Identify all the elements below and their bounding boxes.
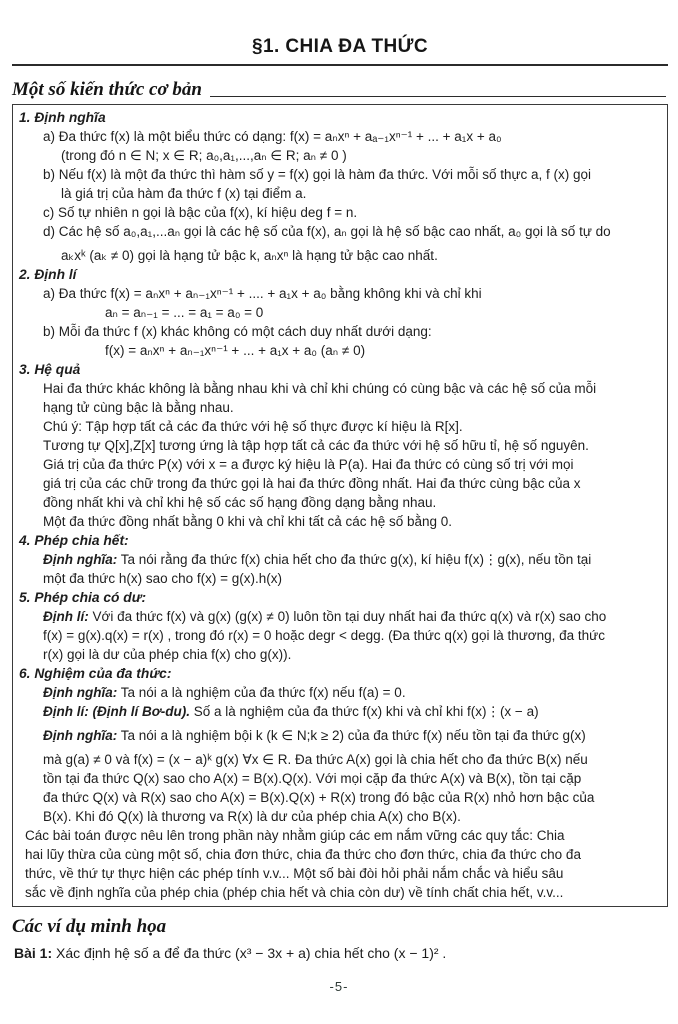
line-text: Ta nói a là nghiệm bội k (k ∈ N;k ≥ 2) của đa thức f(x) nếu tồn tại đa thức g(x) xyxy=(117,728,586,743)
line-text: (trong đó n ∈ N; x ∈ R; a₀,a₁,...,aₙ ∈ R; aₙ ≠ 0 ) xyxy=(61,148,347,163)
text-line xyxy=(17,436,661,455)
line-text: giá trị của các chữ trong đa thức gọi là hai đa thức đồng nhất. Hai đa thức cùng bậc của x xyxy=(43,476,581,491)
line-text: b) Nếu f(x) là một đa thức thì hàm số y = f(x) gọi là hàm đa thức. Với mỗi số thực a, f (x) gọi xyxy=(43,167,592,182)
line-text: thức, về thứ tự thực hiện các phép tính v.v... Một số bài đòi hỏi phải nắm chắc và hiểu sâu xyxy=(25,866,564,881)
text-line xyxy=(17,203,661,222)
line-text: một đa thức h(x) sao cho f(x) = g(x).h(x) xyxy=(43,571,282,586)
text-line xyxy=(17,726,661,745)
basics-heading: Một số kiến thức cơ bản xyxy=(12,79,202,100)
text-line xyxy=(17,826,661,845)
text-line xyxy=(17,702,661,721)
page-title: §1. CHIA ĐA THỨC xyxy=(252,36,428,57)
line-text: đa thức Q(x) và R(x) sao cho A(x) = B(x).Q(x) + R(x) trong đó bậc của R(x) nhỏ hơn bậc của xyxy=(43,790,595,805)
line-text: Giá trị của đa thức P(x) với x = a được ký hiệu là P(a). Hai đa thức có cùng số trị với mọi xyxy=(43,457,574,472)
line-text: d) Các hệ số a₀,a₁,...aₙ gọi là các hệ số của f(x), aₙ gọi là hệ số bậc cao nhất, a₀ gọi là số tự do xyxy=(43,224,611,239)
text-line xyxy=(17,750,661,769)
text-line xyxy=(17,417,661,436)
line-text: Chú ý: Tập hợp tất cả các đa thức với hệ số thực được kí hiệu là R[x]. xyxy=(43,419,463,434)
page-number: -5- xyxy=(329,979,349,994)
text-line xyxy=(17,284,661,303)
basics-heading-underline xyxy=(210,96,666,97)
text-line xyxy=(17,474,661,493)
line-text: r(x) gọi là dư của phép chia f(x) cho g(x)). xyxy=(43,647,292,662)
text-line xyxy=(17,769,661,788)
line-label: Định lí: (Định lí Bơ-du). xyxy=(43,704,191,719)
line-text: Hai đa thức khác không là bằng nhau khi và chỉ khi chúng có cùng bậc và các hệ số của mỗi xyxy=(43,381,597,396)
line-label: Định lí: xyxy=(43,609,89,624)
line-text: Một đa thức đồng nhất bằng 0 khi và chỉ khi tất cả các hệ số bằng 0. xyxy=(43,514,453,529)
examples-heading-row xyxy=(12,916,668,938)
title-rule xyxy=(12,64,668,66)
line-text: f(x) = aₙxⁿ + aₙ₋₁xⁿ⁻¹ + ... + a₁x + a₀ (aₙ ≠ 0) xyxy=(105,343,366,358)
line-text: Ta nói rằng đa thức f(x) chia hết cho đa thức g(x), kí hiệu f(x)⋮g(x), nếu tồn tại xyxy=(117,552,592,567)
text-line xyxy=(17,341,661,360)
text-line xyxy=(17,303,661,322)
line-text: aₙ = aₙ₋₁ = ... = a₁ = a₀ = 0 xyxy=(105,305,264,320)
section-header: 1. Định nghĩa xyxy=(19,110,106,125)
line-label: Định nghĩa: xyxy=(43,552,118,567)
line-text: sắc về định nghĩa của phép chia (phép chia hết và chia còn dư) về tính chất chia hết, v.v... xyxy=(25,885,564,900)
line-text: tồn tại đa thức Q(x) sao cho A(x) = B(x).Q(x). Với mọi cặp đa thức A(x) và B(x), tồn tại cặp xyxy=(43,771,582,786)
line-text: hạng tử cùng bậc là bằng nhau. xyxy=(43,400,234,415)
text-line xyxy=(17,607,661,626)
section-header: 3. Hệ quả xyxy=(19,362,81,377)
line-text: Các bài toán được nêu lên trong phần này nhằm giúp các em nắm vững các quy tắc: Chia xyxy=(25,828,565,843)
line-text: Số a là nghiệm của đa thức f(x) khi và chỉ khi f(x)⋮(x − a) xyxy=(190,704,539,719)
section-header: 5. Phép chia có dư: xyxy=(19,590,147,605)
line-label: Định nghĩa: xyxy=(43,685,118,700)
text-line xyxy=(17,493,661,512)
text-line xyxy=(17,146,661,165)
line-text: là giá trị của hàm đa thức f (x) tại điểm a. xyxy=(61,186,307,201)
section-header: 6. Nghiệm của đa thức: xyxy=(19,666,172,681)
text-line xyxy=(17,788,661,807)
section-header: 2. Định lí xyxy=(19,267,77,282)
line-text: mà g(a) ≠ 0 và f(x) = (x − a)ᵏ g(x) ∀x ∈ R. Đa thức A(x) gọi là chia hết cho đa thức B(x) nếu xyxy=(43,752,588,767)
text-line xyxy=(17,645,661,664)
text-line xyxy=(17,379,661,398)
text-line xyxy=(17,322,661,341)
line-text: đồng nhất khi và chỉ khi hệ số các số hạng đồng dạng bằng nhau. xyxy=(43,495,437,510)
text-line xyxy=(17,683,661,702)
text-line xyxy=(17,550,661,569)
line-text: Ta nói a là nghiệm của đa thức f(x) nếu f(a) = 0. xyxy=(117,685,406,700)
text-line xyxy=(17,165,661,184)
text-line xyxy=(17,807,661,826)
text-line xyxy=(17,569,661,588)
example-label: Bài 1: xyxy=(14,945,53,961)
text-line xyxy=(17,512,661,531)
examples-heading: Các ví dụ minh họa xyxy=(12,916,167,937)
basics-heading-row xyxy=(12,79,668,101)
line-text: Tương tự Q[x],Z[x] tương ứng là tập hợp tất cả các đa thức với hệ số hữu tỉ, hệ số nguyên. xyxy=(43,438,589,453)
line-text: c) Số tự nhiên n gọi là bậc của f(x), kí hiệu deg f = n. xyxy=(43,205,358,220)
text-line xyxy=(17,626,661,645)
text-line xyxy=(17,184,661,203)
text-line xyxy=(17,455,661,474)
section-header: 4. Phép chia hết: xyxy=(19,533,129,548)
line-text: a) Đa thức f(x) = aₙxⁿ + aₙ₋₁xⁿ⁻¹ + .... + a₁x + a₀ bằng không khi và chỉ khi xyxy=(43,286,482,301)
text-line xyxy=(17,864,661,883)
text-line xyxy=(17,398,661,417)
example-text: Xác định hệ số a để đa thức (x³ − 3x + a) chia hết cho (x − 1)² . xyxy=(52,945,447,961)
text-line xyxy=(17,845,661,864)
line-text: b) Mỗi đa thức f (x) khác không có một cách duy nhất dưới dạng: xyxy=(43,324,432,339)
text-line xyxy=(17,246,661,265)
line-text: f(x) = g(x).q(x) = r(x) , trong đó r(x) = 0 hoặc degr < degg. (Đa thức q(x) gọi là thương, đa thức xyxy=(43,628,605,643)
line-label: Định nghĩa: xyxy=(43,728,118,743)
line-text: aₖxᵏ (aₖ ≠ 0) gọi là hạng tử bậc k, aₙxⁿ là hạng tử bậc cao nhất. xyxy=(61,248,438,263)
line-text: Với đa thức f(x) và g(x) (g(x) ≠ 0) luôn tồn tại duy nhất hai đa thức q(x) và r(x) sao cho xyxy=(88,609,607,624)
example-problem xyxy=(12,945,668,961)
text-line xyxy=(17,127,661,146)
line-text: hai lũy thừa của cùng một số, chia đơn thức, chia đa thức cho đơn thức, chia đa thức cho đa xyxy=(25,847,581,862)
line-text: B(x). Khi đó Q(x) là thương va R(x) là dư của phép chia A(x) cho B(x). xyxy=(43,809,461,824)
text-line xyxy=(17,883,661,902)
theory-box xyxy=(12,104,668,907)
text-line xyxy=(17,222,661,241)
line-text: a) Đa thức f(x) là một biểu thức có dạng: f(x) = aₙxⁿ + aₐ₋₁xⁿ⁻¹ + ... + a₁x + a₀ xyxy=(43,129,502,144)
